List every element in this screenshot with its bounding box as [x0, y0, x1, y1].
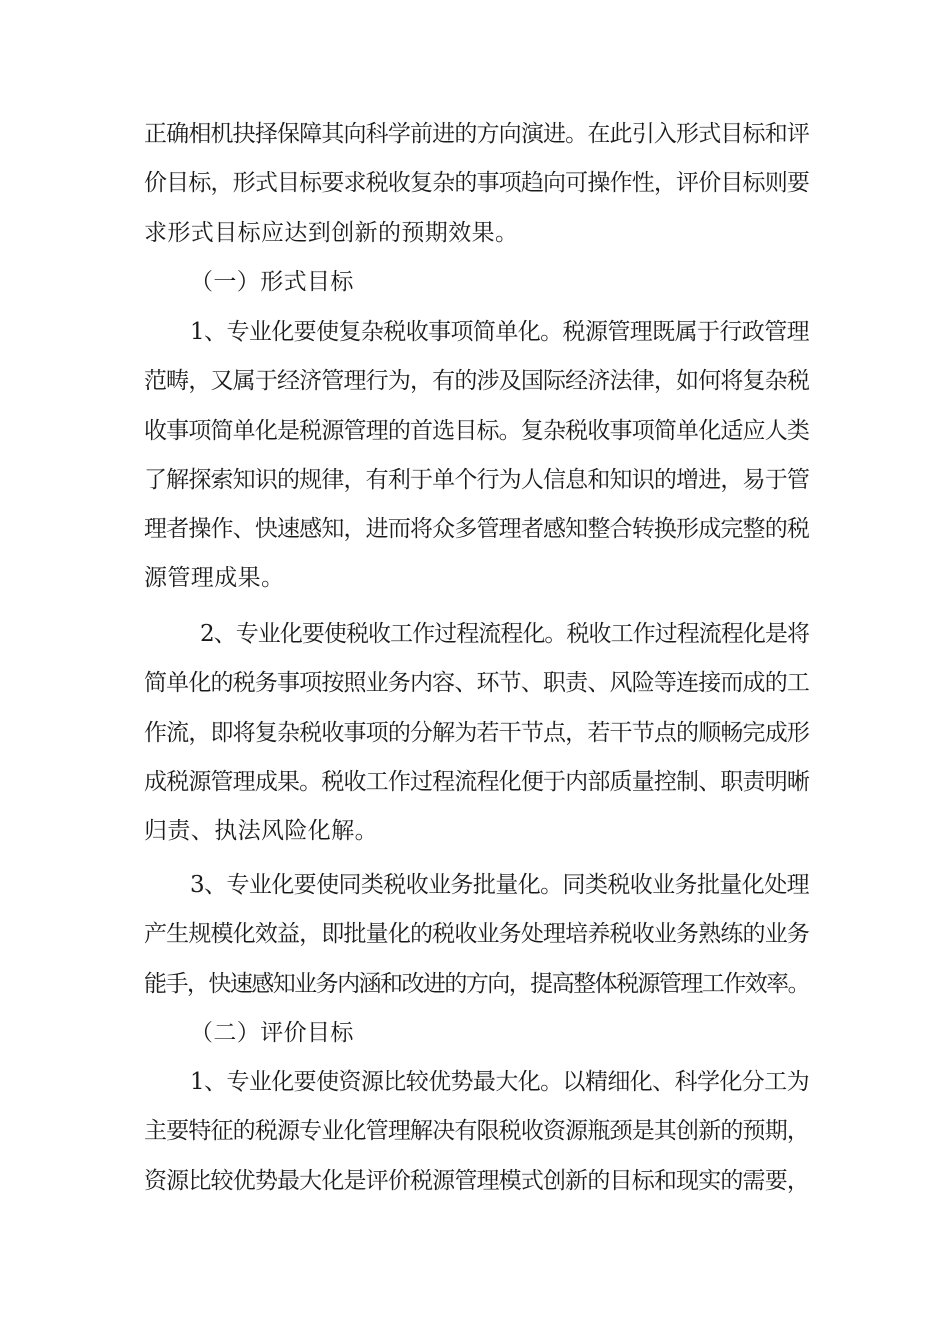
- text-line: 产生规模化效益，即批量化的税收业务处理培养税收业务熟练的业务: [144, 921, 809, 948]
- section-heading-form-goals: [144, 258, 809, 307]
- text-line: 1、专业化要使资源比较优势最大化。以精细化、科学化分工为: [190, 1069, 809, 1095]
- paragraph-simplification: [144, 308, 809, 604]
- text-line: 求形式目标应达到创新的预期效果。: [144, 219, 519, 246]
- paragraph-batch-processing: [144, 861, 809, 1009]
- text-line: 范畴，又属于经济管理行为，有的涉及国际经济法律，如何将复杂税: [144, 368, 809, 395]
- text-line: 正确相机抉择保障其向科学前进的方向演进。在此引入形式目标和评: [144, 121, 809, 147]
- text-line: 2、专业化要使税收工作过程流程化。税收工作过程流程化是将: [200, 621, 809, 647]
- text-line: 主要特征的税源专业化管理解决有限税收资源瓶颈是其创新的预期，: [144, 1118, 809, 1145]
- paragraph-resource-advantage: [144, 1058, 809, 1206]
- text-line: 能手，快速感知业务内涵和改进的方向，提高整体税源管理工作效率。: [144, 970, 809, 997]
- text-line: 源管理成果。: [144, 565, 285, 592]
- paragraph-process-flow: [144, 610, 809, 856]
- paragraph-intro: [144, 110, 809, 258]
- heading-text: （二）评价目标: [190, 1020, 354, 1046]
- text-line: 了解探索知识的规律，有利于单个行为人信息和知识的增进，易于管: [144, 466, 809, 493]
- text-line: 归责、执法风险化解。: [144, 818, 378, 845]
- text-line: 简单化的税务事项按照业务内容、环节、职责、风险等连接而成的工: [144, 670, 809, 697]
- heading-text: （一）形式目标: [190, 269, 354, 295]
- section-heading-evaluation-goals: [144, 1009, 809, 1058]
- text-line: 1、专业化要使复杂税收事项简单化。税源管理既属于行政管理: [190, 319, 809, 345]
- text-line: 成税源管理成果。税收工作过程流程化便于内部质量控制、职责明晰: [144, 768, 809, 795]
- text-line: 价目标，形式目标要求税收复杂的事项趋向可操作性，评价目标则要: [144, 170, 809, 197]
- text-line: 收事项简单化是税源管理的首选目标。复杂税收事项简单化适应人类: [144, 417, 809, 444]
- text-line: 3、专业化要使同类税收业务批量化。同类税收业务批量化处理: [190, 872, 809, 898]
- text-line: 资源比较优势最大化是评价税源管理模式创新的目标和现实的需要，: [144, 1167, 809, 1194]
- text-line: 理者操作、快速感知，进而将众多管理者感知整合转换形成完整的税: [144, 516, 809, 543]
- text-line: 作流，即将复杂税收事项的分解为若干节点，若干节点的顺畅完成形: [144, 719, 809, 746]
